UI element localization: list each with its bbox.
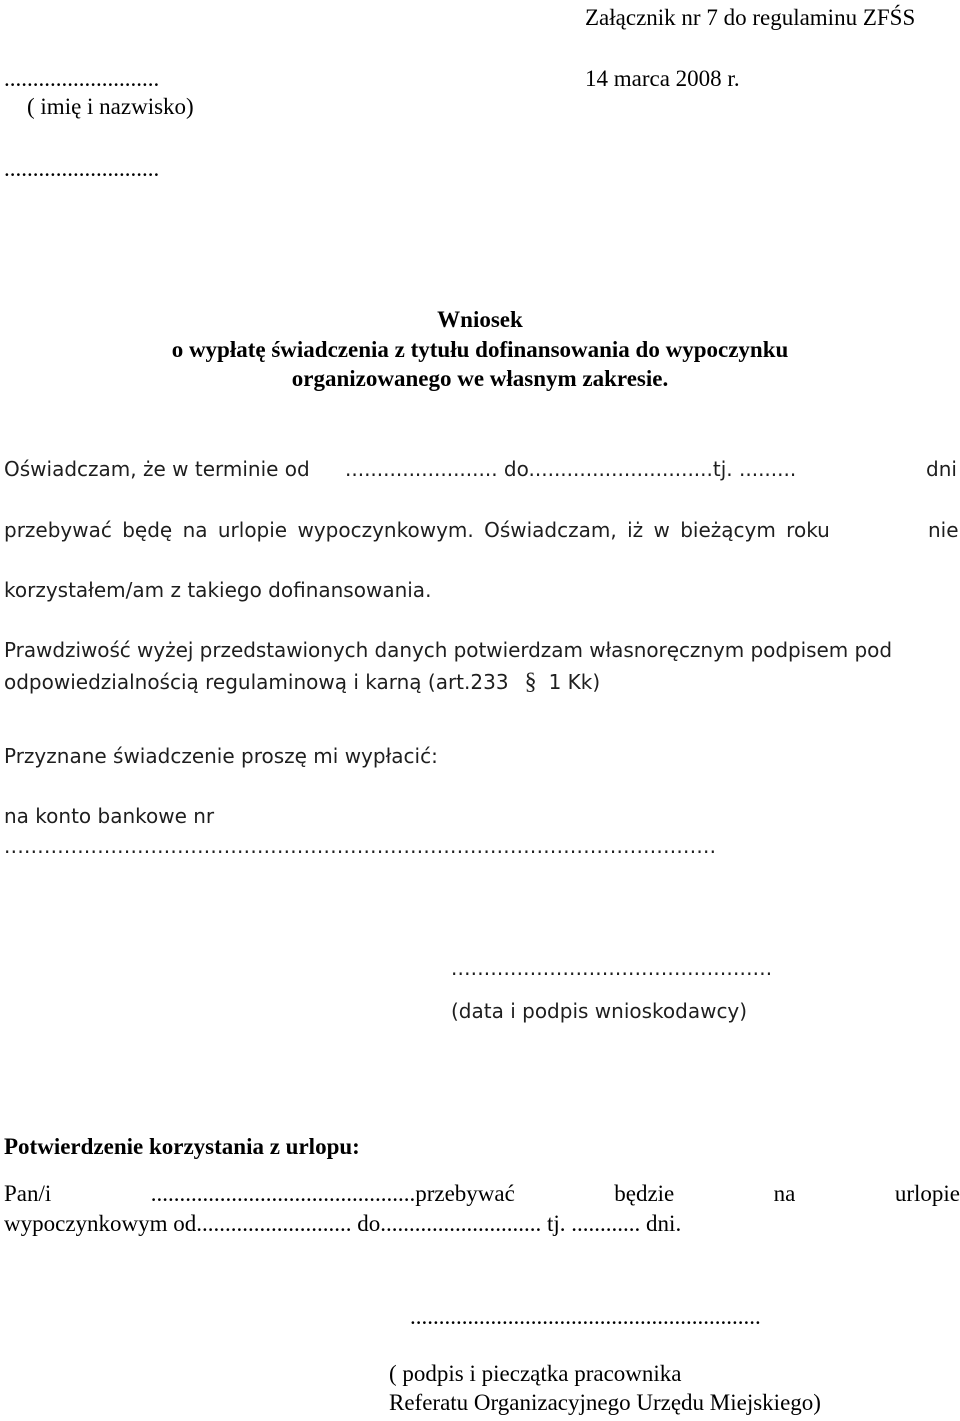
employee-signature-line-1: ( podpis i pieczątka pracownika bbox=[389, 1361, 682, 1386]
declaration-term-dots: ........................ do.............................tj. ......... bbox=[345, 457, 797, 481]
employee-signature-line-2: Referatu Organizacyjnego Urzędu Miejskiego) bbox=[389, 1390, 821, 1415]
confirmation-word-4: na bbox=[773, 1181, 796, 1206]
declaration-line-3: korzystałem/am z takiego dofinansowania. bbox=[4, 578, 432, 602]
declaration-line-2-text: przebywać będę na urlopie wypoczynkowym. Oświadczam, iż w bieżącym roku bbox=[4, 518, 830, 542]
confirmation-line-1 bbox=[4, 1182, 960, 1205]
confirmation-heading: Potwierdzenie korzystania z urlopu: bbox=[4, 1134, 360, 1159]
declaration-term-text: Oświadczam, że w terminie od bbox=[4, 457, 310, 481]
employee-signature-dots: ............................................................. bbox=[410, 1304, 761, 1329]
confirmation-word-5: urlopie bbox=[894, 1181, 960, 1206]
attachment-label: Załącznik nr 7 do regulaminu ZFŚS bbox=[585, 5, 916, 30]
applicant-signature-label: (data i podpis wnioskodawcy) bbox=[451, 999, 748, 1023]
section-sign: § bbox=[524, 669, 537, 695]
payment-request: Przyznane świadczenie proszę mi wypłacić: bbox=[4, 744, 438, 768]
truth-statement-line-1: Prawdziwość wyżej przedstawionych danych potwierdzam własnoręcznym podpisem pod bbox=[4, 638, 892, 662]
extra-dotted-line: ........................... bbox=[4, 156, 160, 181]
truth-statement-text: odpowiedzialnością regulaminową i karną (art.233 bbox=[4, 670, 509, 694]
document-subtitle-line-2: organizowanego we własnym zakresie. bbox=[291, 366, 669, 391]
document-date: 14 marca 2008 r. bbox=[585, 66, 740, 91]
declaration-not-word: nie bbox=[928, 518, 959, 542]
truth-statement-article: 1 Kk) bbox=[548, 670, 601, 694]
confirmation-word-2: ..............................................przebywać bbox=[150, 1181, 515, 1206]
name-dotted-line: ........................... bbox=[4, 66, 160, 91]
declaration-line-2 bbox=[4, 520, 904, 540]
applicant-signature-dots: ................................................. bbox=[451, 956, 773, 980]
document-subtitle-line-1: o wypłatę świadczenia z tytułu dofinansowania do wypoczynku bbox=[171, 337, 789, 362]
name-field-label: ( imię i nazwisko) bbox=[27, 94, 194, 119]
declaration-days-label: dni bbox=[926, 457, 957, 481]
account-number-dots: ........................................................................................................... bbox=[4, 834, 717, 858]
truth-statement-line-2 bbox=[4, 670, 600, 694]
document-title: Wniosek bbox=[437, 307, 523, 332]
confirmation-word-3: będzie bbox=[614, 1181, 675, 1206]
account-number-label: na konto bankowe nr bbox=[4, 804, 215, 828]
confirmation-line-2: wypoczynkowym od........................... do............................ tj. ............ dni. bbox=[4, 1211, 682, 1236]
confirmation-word-1: Pan/i bbox=[4, 1181, 52, 1206]
